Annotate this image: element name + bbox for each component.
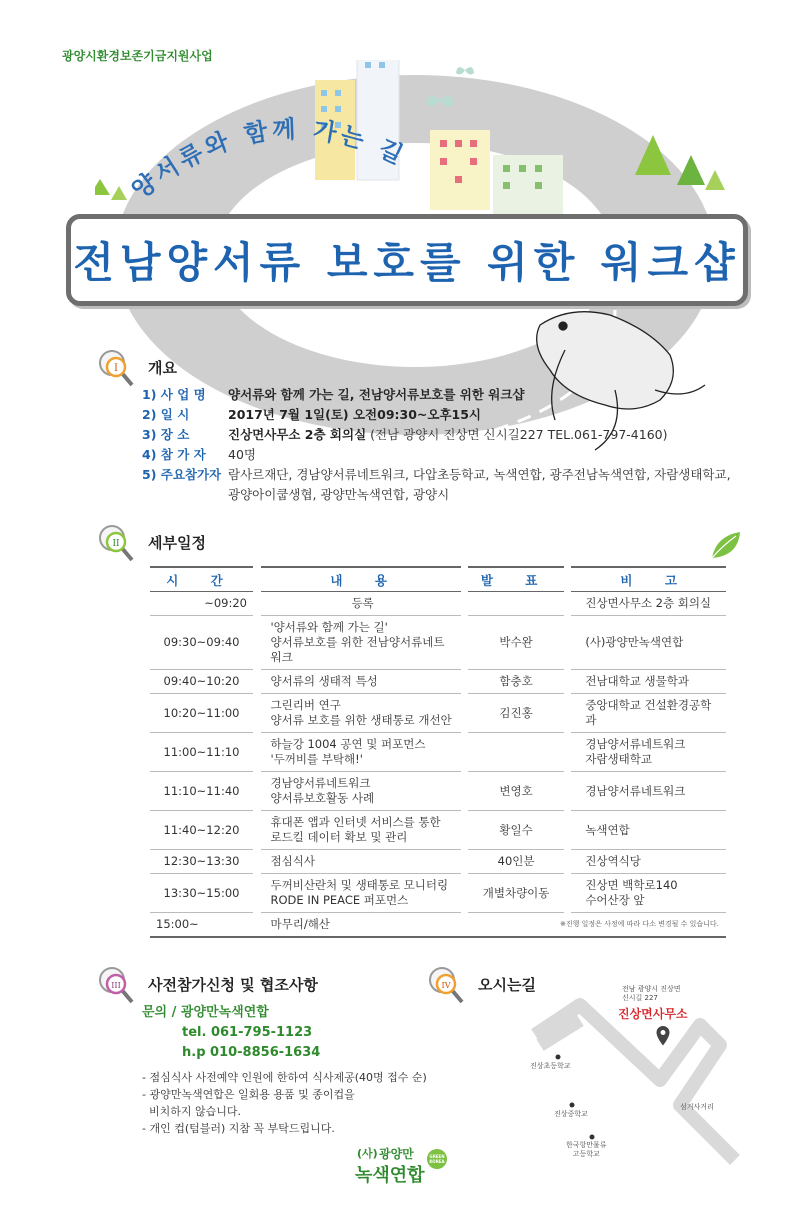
cell-presenter [468,733,563,772]
magnifier-icon [422,962,468,1006]
overview-label: 4) 참 가 자 [142,447,206,462]
main-title: 전남양서류 보호를 위한 워크샵 [73,238,741,287]
overview-list [142,385,772,505]
location-pin-icon [655,1025,671,1047]
column-header: 시 간 [150,566,253,592]
section-title: 개요 [148,358,177,377]
registration-notes [142,1069,462,1137]
cell-content: 양서류의 생태적 특성 [261,670,461,694]
table-row [150,811,726,850]
overview-label: 3) 장 소 [142,427,190,442]
map-label-intersection: 섬거사거리 [680,1103,714,1111]
cell-time: 10:20~11:00 [150,694,253,733]
column-header: 비 고 [571,566,726,592]
main-title-box [66,214,748,306]
section-number: III [111,981,121,990]
leaf-icon [708,528,744,562]
cell-presenter: 변영호 [468,772,563,811]
table-footnote: ※진행 일정은 사정에 따라 다소 변경될 수 있습니다. [560,920,719,928]
overview-label: 1) 사 업 명 [142,387,206,402]
table-header-row [150,566,726,592]
table-row [150,694,726,733]
cell-presenter: 박수완 [468,616,563,670]
cell-content: '양서류와 함께 가는 길' 양서류보호를 위한 전남양서류네트워크 [261,616,461,670]
contact-hp: h.p 010-8856-1634 [182,1045,321,1060]
map-label-middle: 진상중학교 [554,1110,588,1118]
overview-value: 양서류와 함께 가는 길, 전남양서류보호를 위한 워크샵 [228,387,525,402]
overview-value: 람사르재단, 경남양서류네트워크, 다압초등학교, 녹색연합, 광주전남녹색연합, 자람생태학교, [228,467,731,482]
cell-note: (사)광양만녹색연합 [571,616,726,670]
cell-content: 경남양서류네트워크 양서류보호활동 사례 [261,772,461,811]
cell-note: 중앙대학교 건설환경공학과 [571,694,726,733]
overview-row [142,405,772,425]
overview-row [142,385,772,405]
contact-tel: tel. 061-795-1123 [182,1025,313,1040]
svg-text:양서류와 함께 가는 길 [127,115,411,204]
cell-time: 11:10~11:40 [150,772,253,811]
schedule-body [150,592,726,938]
cell-note: 진상면 백학로140 수어산장 앞 [571,874,726,913]
arc-subtitle [120,70,450,210]
section-title: 세부일정 [148,533,206,552]
magnifier-icon [92,345,138,389]
note-item: - 점심식사 사전예약 인원에 한하여 식사제공(40명 접수 순) [142,1071,427,1084]
cell-content: 점심식사 [261,850,461,874]
overview-value: 진상면사무소 2층 회의실 [228,427,367,442]
cell-time: 11:00~11:10 [150,733,253,772]
column-header: 발 표 [468,566,563,592]
table-row [150,874,726,913]
cell-note: 진상면사무소 2층 회의실 [571,592,726,616]
sponsor-text: 광양시환경보존기금지원사업 [62,49,213,63]
table-row [150,592,726,616]
table-row [150,670,726,694]
cell-time: 09:40~10:20 [150,670,253,694]
note-item: - 광양만녹색연합은 일회용 용품 및 종이컵을 [142,1088,355,1101]
section-number: II [112,539,120,549]
map-address: 전남 광양시 진상면 신시길 227 [622,985,681,1002]
table-row [150,733,726,772]
cell-time: 11:40~12:20 [150,811,253,850]
cell-presenter: 40인분 [468,850,563,874]
section-directions-header [422,962,536,1006]
cell-note: 진상역식당 [571,850,726,874]
note-item: - 개인 컵(텀블러) 지참 꼭 부탁드립니다. [142,1122,335,1135]
section-title: 사전참가신청 및 협조사항 [148,975,318,994]
magnifier-icon [92,962,138,1006]
overview-label: 2) 일 시 [142,407,190,422]
section-schedule-header [92,520,206,564]
map-label-elementary: 진상초등학교 [530,1062,571,1070]
section-number: IV [441,981,451,990]
overview-row [142,425,772,445]
cell-content: 휴대폰 앱과 인터넷 서비스를 통한 로드킬 데이터 확보 및 관리 [261,811,461,850]
contact-label: 문의 / 광양만녹색연합 [142,1005,269,1020]
cell-presenter: 황일수 [468,811,563,850]
section-title: 오시는길 [478,975,536,994]
section-number: I [114,363,118,374]
cell-presenter: 김진홍 [468,694,563,733]
section-overview-header [92,345,177,389]
table-row [150,616,726,670]
column-header: 내 용 [261,566,461,592]
registration-block [142,1003,462,1137]
cell-presenter [468,592,563,616]
cell-presenter [468,913,563,938]
cell-content: 그린리버 연구 양서류 보호를 위한 생태통로 개선안 [261,694,461,733]
cell-time: 09:30~09:40 [150,616,253,670]
cell-time: 15:00~ [150,913,253,938]
table-row [150,772,726,811]
cell-presenter: 함충호 [468,670,563,694]
overview-value: 광양아이쿱생협, 광양만녹색연합, 광양시 [228,487,450,502]
overview-row [142,485,772,505]
overview-row [142,445,772,465]
logo-prefix: (사) [357,1147,378,1160]
location-map [520,985,760,1175]
cell-time: 12:30~13:30 [150,850,253,874]
cell-note: 경남양서류네트워크 [571,772,726,811]
organization-logo [355,1145,451,1191]
cell-presenter: 개별차량이동 [468,874,563,913]
cell-time: ~09:20 [150,592,253,616]
table-row [150,850,726,874]
map-destination: 진상면사무소 [618,1007,688,1021]
cell-time: 13:30~15:00 [150,874,253,913]
cell-content: 하늘강 1004 공연 및 퍼포먼스 '두꺼비를 부탁해!' [261,733,461,772]
magnifier-icon [92,520,138,564]
note-item: 비치하지 않습니다. [142,1105,241,1118]
cell-content: 두꺼비산란처 및 생태통로 모니터링 RODE IN PEACE 퍼포먼스 [261,874,461,913]
overview-value: 40명 [228,447,256,462]
overview-label [142,485,228,505]
cell-content: 마무리/해산 [261,913,461,938]
cell-note: 녹색연합 [571,811,726,850]
overview-label: 5) 주요참가자 [142,467,222,482]
logo-name1: 광양만 [379,1147,414,1161]
cell-content: 등록 [261,592,461,616]
schedule-table [150,566,726,938]
contact-info [142,1003,462,1063]
overview-extra: (전남 광양시 진상면 신시길227 TEL.061-797-4160) [366,427,668,442]
logo-name2: 녹색연합 [355,1165,425,1186]
cell-note: 전남대학교 생물학과 [571,670,726,694]
cell-note: 경남양서류네트워크 자람생태학교 [571,733,726,772]
overview-value: 2017년 7월 1일(토) 오전09:30~오후15시 [228,407,481,422]
section-registration-header [92,962,318,1006]
map-label-high: 한국항만물류 고등학교 [566,1141,607,1158]
overview-row [142,465,772,485]
arc-subtitle-text: 양서류와 함께 가는 길 [126,115,411,205]
logo-badge: GREEN KOREA [427,1149,447,1169]
